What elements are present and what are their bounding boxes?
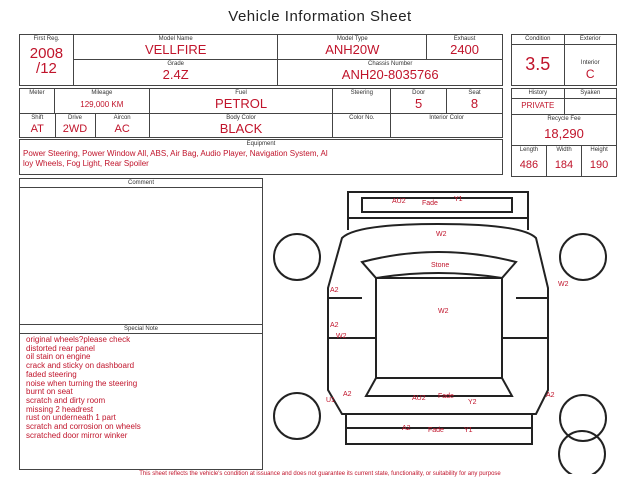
- equipment-line-2: loy Wheels, Fog Light, Rear Spoiler: [23, 159, 149, 168]
- special-note-item: original wheels?please check: [26, 335, 131, 344]
- color-no-cell: Color No.: [333, 114, 391, 138]
- damage-mark: AU2: [392, 198, 406, 205]
- interior-color-cell: Interior Color: [391, 114, 503, 138]
- length-value: 486: [519, 159, 539, 171]
- special-note-item: missing 2 headrest: [26, 404, 94, 414]
- model-type-value: ANH20W: [325, 42, 380, 57]
- spec-table: [19, 88, 503, 138]
- first-reg-year: 2008: [29, 45, 64, 62]
- history-cell: [512, 99, 565, 115]
- history-table: [511, 88, 617, 177]
- door-value: 5: [415, 96, 423, 111]
- wheel-rear-right-icon: [560, 395, 606, 441]
- model-type-cell: Model Type ANH20W: [278, 35, 427, 60]
- mileage-cell: Mileage 129,000 KM: [54, 89, 149, 114]
- damage-mark: U1: [326, 397, 335, 404]
- front-view-outline: [348, 192, 528, 218]
- damage-mark: Fade: [438, 393, 454, 400]
- dimensions-cell: [512, 146, 617, 177]
- first-reg-month: /12: [36, 60, 57, 77]
- length-cell: Length 486: [512, 146, 546, 176]
- damage-mark: Y1: [464, 427, 473, 434]
- interior-value: C: [585, 67, 595, 81]
- damage-mark: W2: [336, 333, 347, 340]
- spare-wheel-icon: [559, 431, 605, 474]
- condition-label-cell: Condition: [512, 35, 565, 45]
- condition-value: 3.5: [525, 54, 551, 74]
- special-note-item: crack and sticky on dashboard: [26, 361, 135, 371]
- special-note-item: rust on underneath 1 part: [26, 413, 116, 423]
- main-info-table: [19, 34, 503, 86]
- damage-mark: A2: [330, 322, 339, 329]
- shift-value: AT: [30, 123, 44, 135]
- special-note-item: scratch and corrosion on wheels: [26, 422, 141, 432]
- damage-mark: Stone: [431, 262, 450, 269]
- damage-mark: W2: [436, 231, 447, 238]
- steering-cell: Steering: [333, 89, 391, 114]
- seat-cell: Seat 8: [447, 89, 503, 114]
- height-cell: Height 190: [582, 146, 616, 176]
- special-note-item: faded steering: [26, 369, 77, 379]
- special-note-section: [20, 325, 262, 440]
- condition-cell: [512, 45, 565, 86]
- history-label-cell: History: [512, 89, 565, 99]
- special-note-item: scratched door mirror winker: [26, 430, 128, 440]
- body-color-cell: Body Color BLACK: [149, 114, 333, 138]
- special-note-list: [20, 334, 262, 440]
- wheel-front-right-icon: [560, 234, 606, 280]
- width-cell: Width 184: [546, 146, 581, 176]
- mileage-value: 129,000 KM: [80, 100, 124, 109]
- damage-mark: A2: [402, 425, 411, 432]
- meter-cell: Meter: [20, 89, 55, 114]
- chassis-value: ANH20-8035766: [341, 67, 439, 82]
- exhaust-cell: Exhaust 2400: [427, 35, 503, 60]
- history-value: PRIVATE: [521, 101, 555, 110]
- special-note-header: Special Note: [20, 325, 262, 334]
- recycle-fee-value: 18,290: [544, 126, 584, 141]
- width-value: 184: [554, 159, 574, 171]
- special-note-item: burnt on seat: [26, 387, 73, 397]
- special-note-item: oil stain on engine: [26, 352, 91, 362]
- aircon-value: AC: [114, 123, 130, 135]
- damage-mark: A2: [343, 391, 352, 398]
- wheel-front-left-icon: [274, 234, 320, 280]
- special-note-item: scratch and dirty room: [26, 395, 106, 405]
- fuel-value: PETROL: [215, 96, 268, 111]
- grade-cell: Grade 2.4Z: [73, 60, 278, 86]
- aircon-cell: Aircon AC: [95, 114, 149, 137]
- damage-mark: Y2: [468, 399, 477, 406]
- door-cell: Door 5: [391, 89, 447, 114]
- comment-header: Comment: [20, 179, 262, 188]
- damage-mark: W2: [438, 308, 449, 315]
- notes-box: [19, 178, 263, 470]
- equipment-line-1: Power Steering, Power Window All, ABS, Air Bag, Audio Player, Navigation System, Al: [23, 149, 328, 158]
- car-outline-svg: [266, 178, 640, 474]
- shift-drive-aircon-cell: [20, 114, 150, 138]
- shift-cell: Shift AT: [20, 114, 55, 137]
- special-note-item: noise when turning the steering: [26, 378, 138, 388]
- drive-cell: Drive 2WD: [55, 114, 95, 137]
- model-name-value: VELLFIRE: [144, 42, 207, 57]
- disclaimer-footer: This sheet reflects the vehicle's condition at issuance and does not guarantee its current state, functionality, or suitability for any purpose: [139, 471, 501, 477]
- equipment-header: Equipment: [246, 141, 276, 147]
- exterior-cell: Exterior: [564, 35, 616, 45]
- first-reg-cell: First Reg. 2008 /12: [20, 35, 74, 86]
- damage-mark: A2: [330, 287, 339, 294]
- damage-mark: Fade: [422, 200, 438, 207]
- wheel-rear-left-icon: [274, 393, 320, 439]
- grade-value: 2.4Z: [162, 67, 189, 82]
- model-name-cell: Model Name VELLFIRE: [73, 35, 278, 60]
- fuel-cell: Fuel PETROL: [149, 89, 333, 114]
- comment-section: [20, 179, 262, 325]
- exhaust-value: 2400: [450, 42, 480, 57]
- interior-cell: Interior C: [564, 45, 616, 86]
- damage-mark: A2: [546, 392, 555, 399]
- sheet-title: Vehicle Information Sheet: [228, 8, 412, 25]
- syaken-label-cell: Syaken: [564, 89, 616, 99]
- damage-mark: W2: [558, 281, 569, 288]
- chassis-cell: Chassis Number ANH20-8035766: [278, 60, 503, 86]
- car-damage-diagram: [266, 178, 640, 474]
- special-note-item: distorted rear panel: [26, 343, 95, 353]
- drive-value: 2WD: [62, 123, 88, 135]
- syaken-cell: [564, 99, 616, 115]
- damage-mark: Y1: [454, 196, 463, 203]
- roof-outline: [376, 278, 502, 378]
- damage-mark: AU2: [412, 395, 426, 402]
- height-value: 190: [589, 159, 609, 171]
- body-color-value: BLACK: [219, 121, 263, 136]
- equipment-box: [19, 139, 503, 175]
- recycle-fee-cell: Recycle Fee 18,290: [512, 115, 617, 146]
- seat-value: 8: [470, 96, 479, 111]
- damage-mark: Fade: [428, 427, 444, 434]
- condition-table: [511, 34, 617, 86]
